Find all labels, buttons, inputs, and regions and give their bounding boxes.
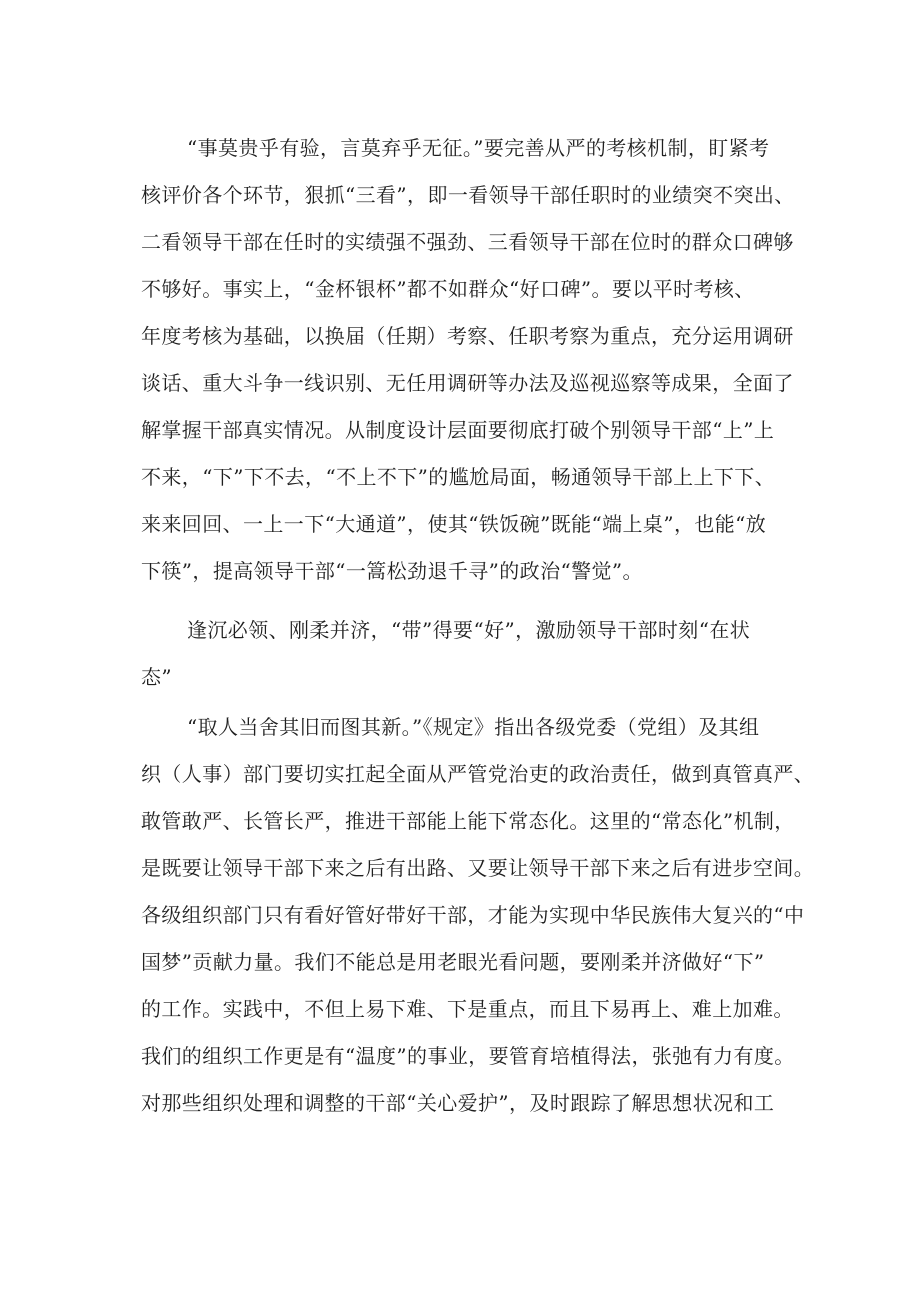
paragraph-line: 各级组织部门只有看好管好带好干部，才能为实现中华民族伟大复兴的“中 xyxy=(141,903,805,927)
paragraph-line: 解掌握干部真实情况。从制度设计层面要彻底打破个别领导干部“上”上 xyxy=(141,418,775,442)
paragraph-line: 二看领导干部在任时的实绩强不强劲、三看领导干部在位时的群众口碑够 xyxy=(141,230,794,254)
paragraph-line: 敢管敢严、长管长严，推进干部能上能下常态化。这里的“常态化”机制， xyxy=(141,809,795,833)
paragraph-line: 国梦”贡献力量。我们不能总是用老眼光看问题，要刚柔并济做好“下” xyxy=(141,950,765,974)
section-heading-line: 态” xyxy=(141,665,173,689)
paragraph-line: 我们的组织工作更是有“温度”的事业，要管育培植得法，张弛有力有度。 xyxy=(141,1044,795,1068)
paragraph-line: 下筷”，提高领导干部“一篙松劲退千寻”的政治“警觉”。 xyxy=(141,559,643,583)
section-heading-line: 逢沉必领、刚柔并济，“带”得要“好”，激励领导干部时刻“在状 xyxy=(187,618,751,642)
paragraph-line: 是既要让领导干部下来之后有出路、又要让领导干部下来之后有进步空间。 xyxy=(141,856,815,880)
paragraph-line: 核评价各个环节，狠抓“三看”，即一看领导干部任职时的业绩突不突出、 xyxy=(141,183,795,207)
paragraph-line: 来来回回、一上一下“大通道”，使其“铁饭碗”既能“端上桌”，也能“放 xyxy=(141,512,767,536)
paragraph-line: 年度考核为基础，以换届（任期）考察、任职考察为重点，充分运用调研 xyxy=(141,324,794,348)
paragraph-line: “事莫贵乎有验，言莫弃乎无征。”要完善从严的考核机制，盯紧考 xyxy=(187,136,770,160)
paragraph-line: 对那些组织处理和调整的干部“关心爱护”，及时跟踪了解思想状况和工 xyxy=(141,1091,775,1115)
paragraph-line: 不够好。事实上，“金杯银杯”都不如群众“好口碑”。要以平时考核、 xyxy=(141,277,755,301)
paragraph-line: 织（人事）部门要切实扛起全面从严管党治吏的政治责任，做到真管真严、 xyxy=(141,762,815,786)
paragraph-line: 的工作。实践中，不但上易下难、下是重点，而且下易再上、难上加难。 xyxy=(141,997,794,1021)
paragraph-line: “取人当舍其旧而图其新。”《规定》指出各级党委（党组）及其组 xyxy=(187,715,760,739)
paragraph-line: 谈话、重大斗争一线识别、无任用调研等办法及巡视巡察等成果，全面了 xyxy=(141,371,794,395)
paragraph-line: 不来，“下”下不去，“不上不下”的尴尬局面，畅通领导干部上上下下、 xyxy=(141,465,776,489)
